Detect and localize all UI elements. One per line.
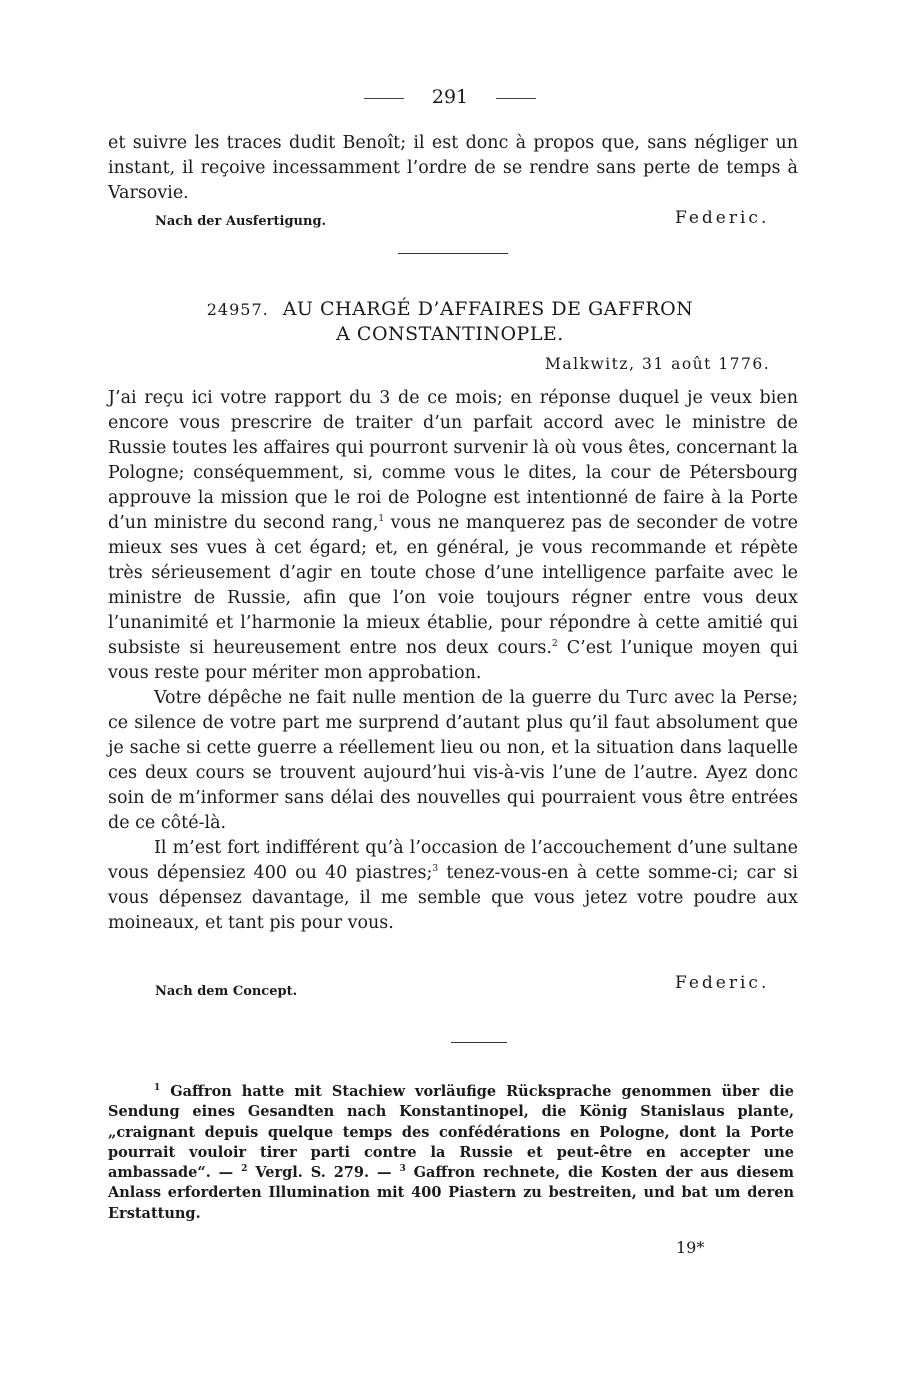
footnote-ref: 3 [432, 864, 439, 875]
letter-number: 24957. [206, 300, 269, 319]
letter-text: vous ne manquerez pas de seconder de votre mieux ses vues à cet égard; et, en général, je vous recommande et répète très sérieusement d’agir en toute chose d’une intelligence parfaite avec le ministre de Russie, afin que l’on voie toujours régner entre vous deux l’unanimité et l’harmonie la mieux établie, pour répondre à cette amitié qui subsiste si heureusement entre nos deux cours. [108, 513, 798, 658]
footnote [108, 1082, 794, 1224]
continuation-signature: Federic. [675, 208, 770, 228]
signature-mark: 19* [676, 1238, 705, 1257]
letter-date: 31 août 1776. [641, 355, 771, 373]
letter-text: J’ai reçu ici votre rapport du 3 de ce mois; en réponse duquel je veux bien encore vous prescrire de traiter d’un parfait accord avec le ministre de Russie toutes les affaires qui pourront survenir là où vous êtes, concernant la Pologne; conséquemment, si, comme vous le dites, la cour de Pétersbourg approuve la mission que le roi de Pologne est intentionné de faire à la Porte d’un ministre du second rang, [108, 388, 798, 533]
letter-signature: Federic. [675, 973, 770, 993]
letter-paragraph [108, 836, 798, 936]
letter-title-line2: A CONSTANTINOPLE. [336, 323, 564, 345]
footnotes [108, 1082, 794, 1224]
section-divider [398, 253, 508, 254]
footnote-ref: 1 [378, 514, 385, 525]
footnote-mark: 3 [399, 1164, 406, 1175]
footnote-text: Gaffron hatte mit Stachiew vorläufige Rücksprache genommen über die Sendung eines Gesandten nach Konstantinopel, die König Stanislaus plante, „craignant depuis quelque temps des confédérations en Pologne, dont la Porte pourrait vouloir tirer parti contre la Russie et peut-être en accepter une ambassade“. — [108, 1083, 794, 1182]
header-dash-right [496, 98, 536, 99]
page-header [0, 86, 900, 108]
footnote-text: Vergl. S. 279. — [255, 1164, 392, 1182]
header-dash-left [364, 98, 404, 99]
continuation-source: Nach der Ausfertigung. [155, 214, 327, 229]
footnote-mark: 1 [154, 1083, 161, 1094]
letter-text: C’est l’unique moyen qui vous reste pour mériter mon approbation. [108, 638, 798, 683]
letter-place: Malkwitz, [545, 355, 636, 373]
letter-paragraph: Votre dépêche ne fait nulle mention de la guerre du Turc avec la Perse; ce silence de votre part me surprend d’autant plus qu’il faut absolument que je sache si cette guerre a réellement lieu ou non, et la situation dans laquelle ces deux cours se trouvent aujourd’hui vis-à-vis l’une de l’autre. Ayez donc soin de m’informer sans délai des nouvelles qui pourraient vous être entrées de ce côté-là. [108, 688, 798, 833]
letter-dateline [545, 355, 770, 373]
letter-text: Il m’est fort indifférent qu’à l’occasion de l’accouchement d’une sultane vous dépensiez 400 ou 40 piastres; [108, 838, 798, 883]
continuation-text: et suivre les traces dudit Benoît; il est donc à propos que, sans négliger un instant, il reçoive incessamment l’ordre de se rendre sans perte de temps à Varsovie. [108, 133, 798, 203]
footnote-divider [451, 1042, 507, 1043]
letter-title-main: AU CHARGÉ D’AFFAIRES DE GAFFRON [282, 298, 694, 320]
footnote-ref: 2 [551, 639, 558, 650]
letter-heading [0, 297, 900, 346]
footnote-text: Gaffron rechnete, die Kosten der aus diesem Anlass erforderten Illumination mit 400 Piastern zu bestreiten, und bat um deren Erstattung. [108, 1164, 794, 1222]
letter-body [108, 386, 798, 936]
letter-title-line1 [0, 297, 900, 322]
letter-paragraph [108, 386, 798, 686]
continuation-paragraph [108, 131, 798, 206]
letter-source: Nach dem Concept. [155, 984, 298, 999]
page-number: 291 [431, 86, 469, 108]
letter-text: tenez-vous-en à cette somme-ci; car si vous dépensez davantage, il me semble que vous jetez votre poudre aux moineaux, et tant pis pour vous. [108, 863, 798, 933]
footnote-mark: 2 [241, 1164, 248, 1175]
